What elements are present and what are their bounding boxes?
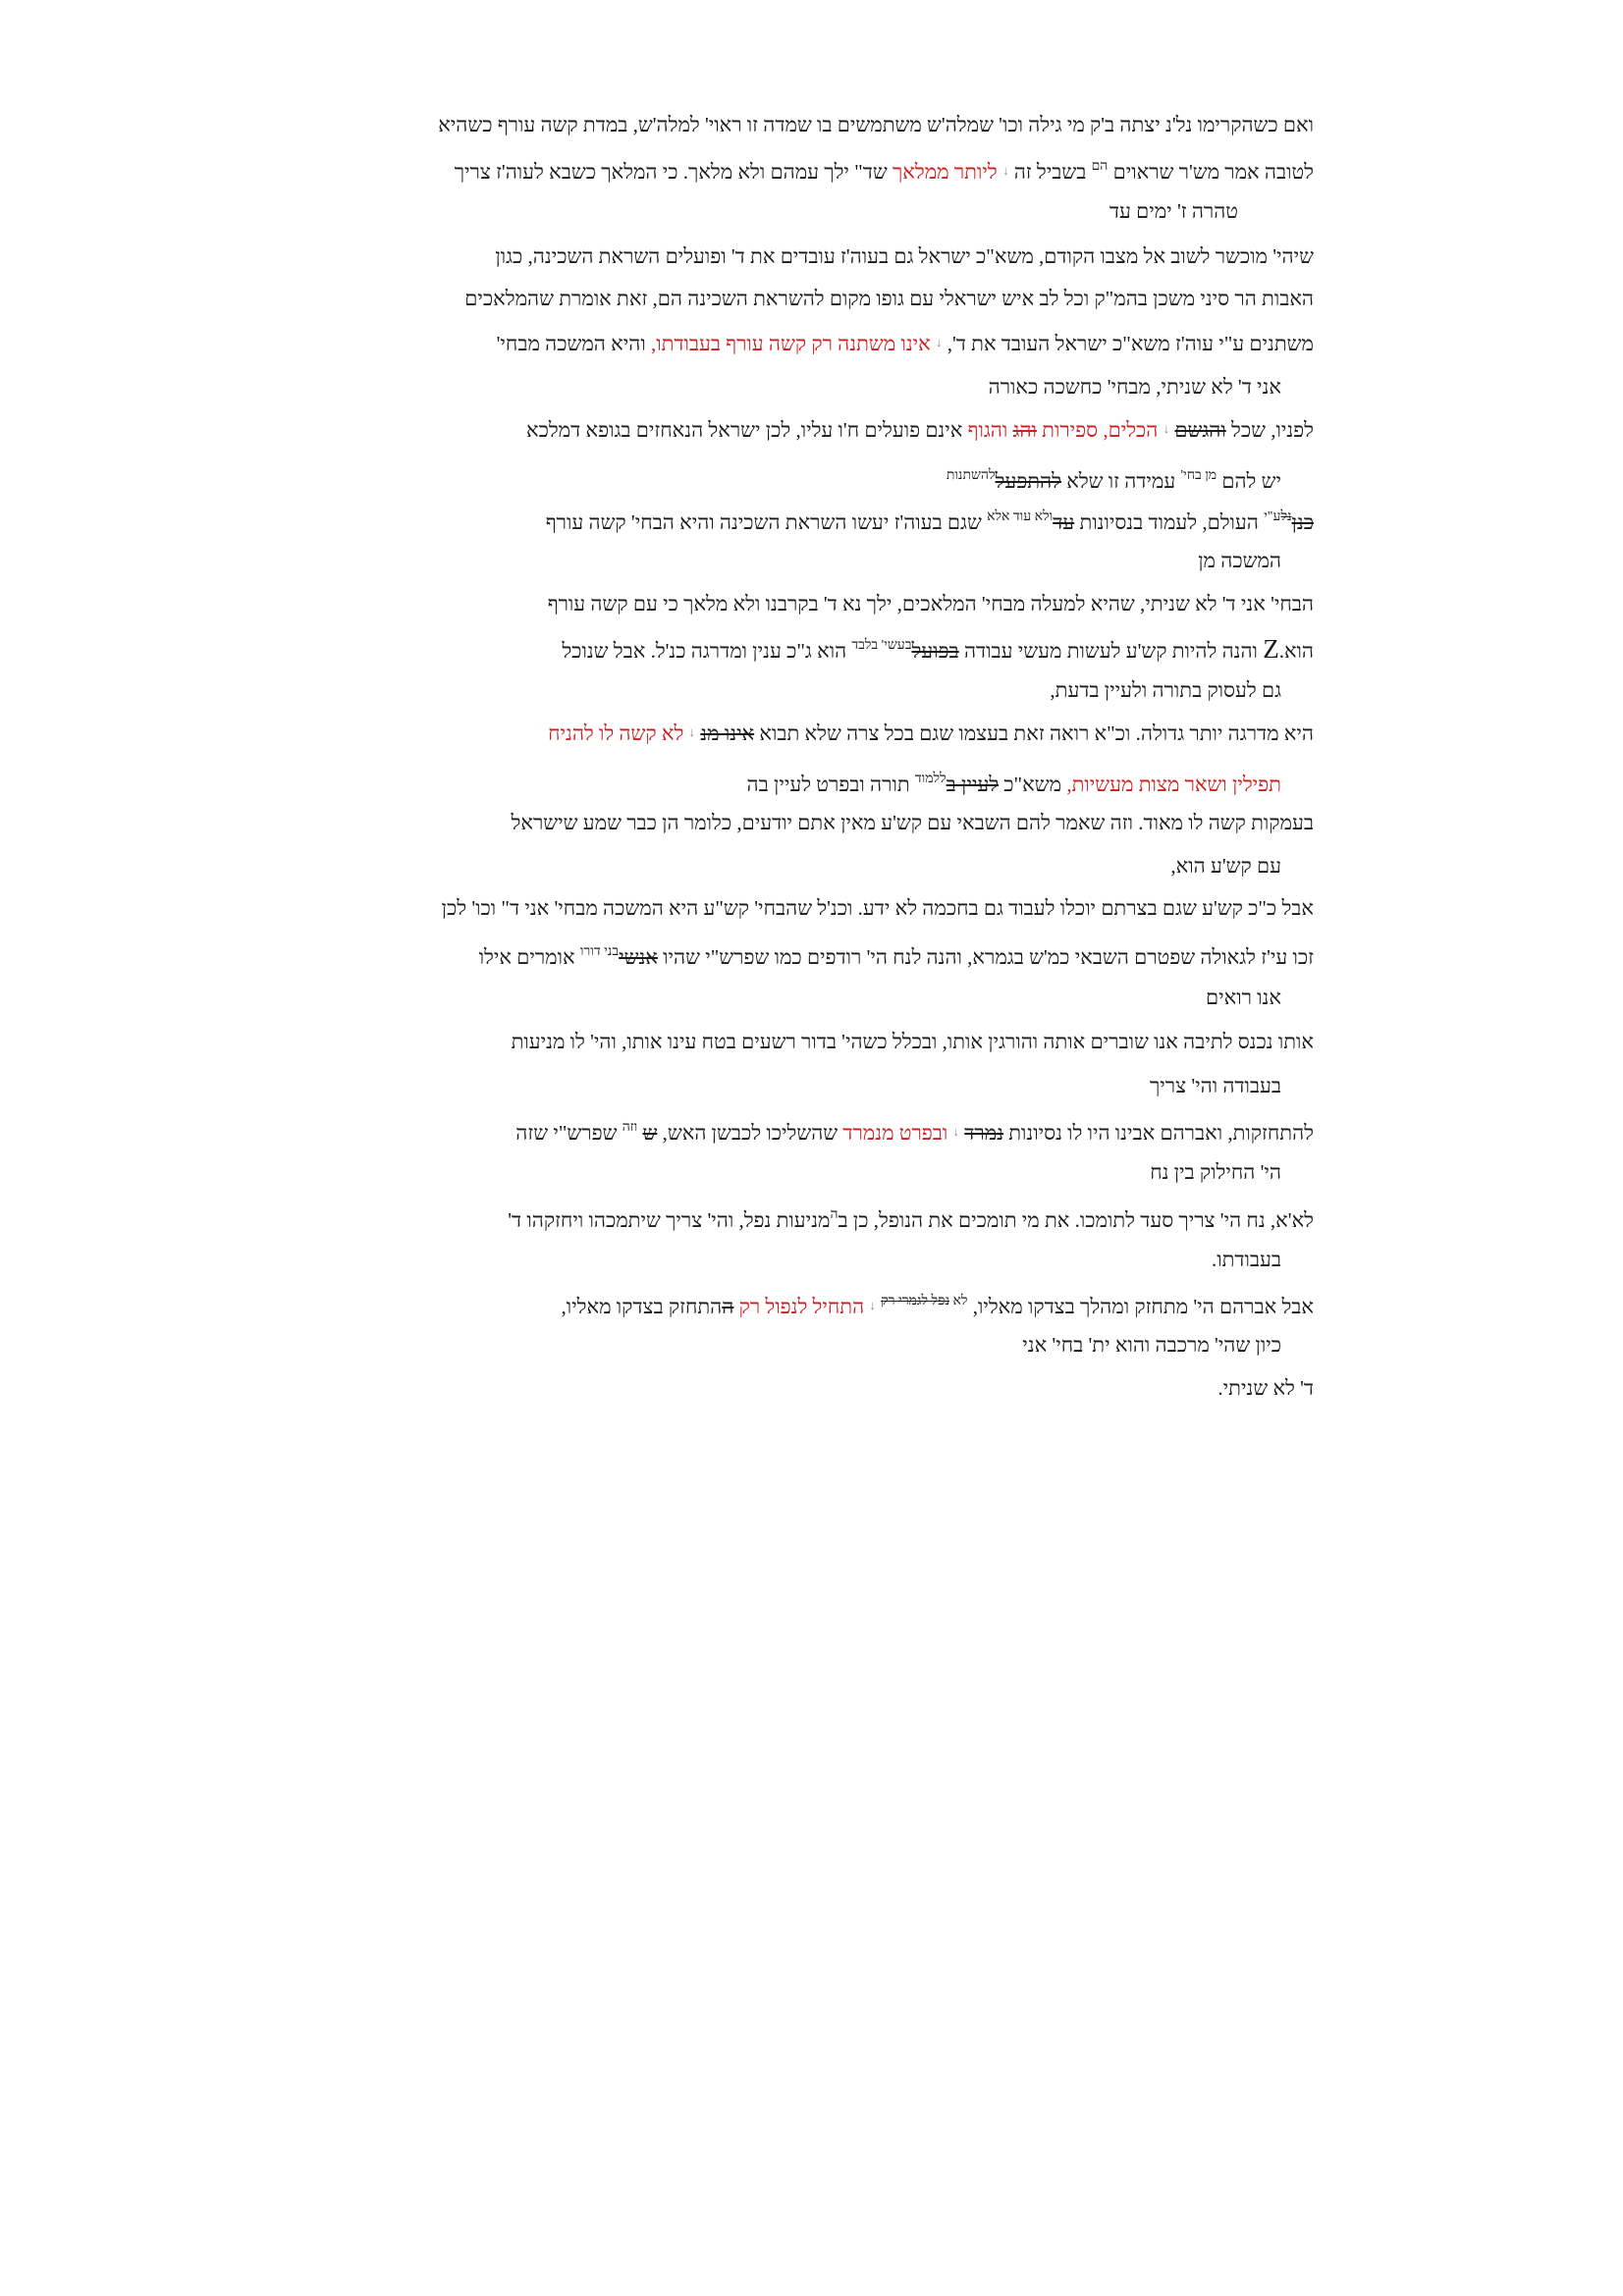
inserted-text: ליותר ממלאך [892, 160, 998, 184]
text-segment: המשכה מן [1198, 549, 1281, 572]
text-segment: שגם בעוה'ז יעשו השראת השכינה והיא הבחי' קשה עורף [545, 510, 982, 534]
superscript-insertion: וזה [622, 1120, 638, 1135]
deleted-text: בפועל [911, 639, 959, 663]
text-segment: אבל כ"כ קש'ע שגם בצרתם יוכלו לעבוד גם בחכמה לא ידע. וכנ'ל שהבחי' קש"ע היא המשכה מבחי' אני ד" וכו' לכן [441, 896, 1314, 920]
text-line [989, 372, 1281, 401]
text-segment: בעבודה והי' צריך [1149, 1074, 1281, 1097]
text-segment: משתנים ע"י עוה'ז משא"כ ישראל העובד את ד', [947, 332, 1314, 355]
text-line [526, 414, 1314, 445]
text-segment: הבחי' אני ד' לא שניתי, שהיא למעלה מבחי' המלאכים, ילך נא ד' בקרבנו ולא מלאך כי עם קשה עורף [547, 592, 1314, 615]
text-segment: שהשליכו לכבשן האש, [662, 1121, 839, 1145]
superscript-insertion: בני דורו [579, 944, 620, 959]
text-segment: עמידה זו שלא [1066, 469, 1176, 493]
text-segment: יש להם [1221, 469, 1281, 493]
text-segment: אני ד' לא שניתי, מבחי' כחשכה כאורה [988, 375, 1281, 399]
text-segment: לטובה אמר מש'ר שראוים [1112, 160, 1314, 184]
text-segment: והנה להיות קש'ע לעשות מעשי עבודה [963, 639, 1258, 663]
insertion-arrow-icon: ↓ [952, 1124, 960, 1139]
deleted-text: נפל לגמרי רק [881, 1294, 949, 1308]
text-line [947, 461, 1281, 496]
text-line [438, 110, 1314, 139]
deleted-text: אינו מנ [700, 721, 755, 745]
deleted-text: עד [1053, 510, 1075, 534]
text-segment: אבל אברהם הי' מתחזק ומהלך בצדקו מאליו, [972, 1295, 1314, 1318]
superscript-insertion: הם [1091, 159, 1109, 174]
deleted-text: אנשי [619, 945, 658, 969]
text-line [1150, 1157, 1281, 1187]
text-segment: לא'א, נח הי' צריך סעד לתומכו. את מי תומכים את הנופל, כן ב [838, 1208, 1314, 1232]
text-segment: האבות הר סיני משכן בהמ"ק וכל לב איש ישראלי עם גופו מקום להשראת השכינה הם, זאת אומרת שהמלאכים [464, 287, 1314, 310]
text-line [508, 1201, 1314, 1235]
text-segment: לא [952, 1294, 968, 1308]
text-segment: עם קש'ע הוא, [1170, 854, 1281, 878]
text-segment: אנו רואים [1206, 986, 1281, 1009]
text-segment: ע"י [1264, 509, 1281, 524]
text-line [548, 589, 1314, 618]
text-segment: תורה ובפרט לעיין בה [746, 773, 910, 796]
text-line [548, 718, 1314, 748]
inserted-text: לא קשה לו להניח [548, 721, 684, 745]
text-segment: אינם פועלים ח'ו עליו, לכן ישראל הנאחזים בגופא דמלכא [525, 418, 963, 442]
superscript-insertion: להשתנות [946, 468, 996, 483]
text-segment: היא מדרגה יותר גדולה. וכ"א רואה זאת בעצמו שגם בכל צרה שלא תבוא [759, 721, 1314, 745]
text-segment: גם לעסוק בתורה ולעיין בדעת, [1050, 678, 1281, 702]
insertion-arrow-icon: ↓ [1163, 421, 1170, 436]
text-line [442, 893, 1314, 923]
text-line [1022, 1330, 1281, 1360]
text-segment: והיא המשכה מבחי' [496, 332, 646, 355]
deleted-text: כנן [1291, 510, 1314, 534]
text-line [497, 328, 1314, 358]
deleted-text: להתפעל [995, 469, 1061, 493]
text-segment: בעבודתו. [1211, 1248, 1281, 1271]
deleted-text: ה [722, 1295, 734, 1318]
text-line [747, 765, 1281, 799]
text-segment: שד" ילך עמהם ולא מלאך. כי המלאך כשבא לעוה'ז צריך [454, 160, 888, 184]
margin-mark: Z [1263, 634, 1279, 664]
insertion-arrow-icon: ↓ [688, 724, 696, 739]
text-segment: שיהי' מוכשר לשוב אל מצבו הקודם, משא"כ ישראל גם בעוה'ז עובדים את ד' ופועלים השראת השכינה, כגון [495, 244, 1314, 268]
text-segment: לפניו, שכל [1231, 418, 1314, 442]
insertion-arrow-icon: ↓ [869, 1298, 876, 1312]
superscript-insertion: ה [830, 1207, 839, 1222]
text-segment: הוא ג"כ ענין ומדרגה כנ'ל. אבל שנוכל [562, 639, 847, 663]
deleted-text: והג [1012, 418, 1037, 442]
superscript-insertion: בעשי' בלבד [851, 638, 912, 653]
text-line [455, 152, 1314, 187]
text-segment: הי' החילוק בין נח [1150, 1160, 1281, 1184]
text-segment: משא"כ [1003, 773, 1062, 796]
text-line [1109, 196, 1238, 226]
text-line [495, 241, 1314, 271]
text-segment: אותו נכנס לתיבה אנו שוברים אותה והורגין אותו, ובכלל כשהי' בדור רשעים בטח עינו אותו, והי' לו מניעות [511, 1030, 1314, 1053]
inserted-text: התחיל לנפול רק [738, 1295, 865, 1318]
deleted-text: והגשם [1174, 418, 1226, 442]
text-segment: ד' לא שניתי. [1217, 1376, 1314, 1400]
text-line [562, 631, 1314, 666]
inserted-text: והגוף [967, 418, 1008, 442]
text-segment: בעמקות קשה לו מאוד. וזה שאמר להם השבאי עם קש'ע מאין אתם יודעים, כלומר הן כבר שמע שישראל [511, 811, 1314, 834]
text-line [1198, 546, 1281, 575]
superscript-insertion [1264, 509, 1291, 524]
insertion-arrow-icon: ↓ [936, 335, 943, 349]
superscript-insertion [881, 1294, 967, 1308]
text-segment: שפרש"י שזה [515, 1121, 618, 1145]
superscript-insertion: מן בחי' [1180, 468, 1217, 483]
insertion-arrow-icon: ↓ [1001, 163, 1009, 178]
text-line [479, 937, 1314, 972]
text-line [1206, 983, 1281, 1012]
text-segment: טהרה ז' ימים עד [1109, 199, 1238, 223]
text-segment: זכו עי'ז לגאולה שפטרם השבאי כמ'ש בגמרא, והנה לנח הי' רודפים כמו שפרש"י שהיו [663, 945, 1314, 969]
text-line [1050, 675, 1281, 705]
text-line [1217, 1373, 1314, 1403]
deleted-text: נל [1280, 509, 1292, 524]
deleted-text: נמרד [964, 1121, 1003, 1145]
text-line [1212, 1245, 1281, 1274]
inserted-text: הכלים, ספירות [1042, 418, 1159, 442]
text-segment: ואם כשהקרימו נל'נ יצתה ב'ק מי גילה וכו' שמלה'ש משתמשים בו שמדה זו ראוי' למלה'ש, במדת קשה עורף כשהיא [438, 113, 1314, 136]
superscript-insertion: ללמוד [914, 772, 947, 786]
text-line [464, 284, 1314, 313]
inserted-text: ובפרט מנמרד [842, 1121, 948, 1145]
text-line [512, 1027, 1314, 1056]
text-segment: התחזק בצדקו מאליו, [561, 1295, 723, 1318]
text-segment: מניעות נפל, והי' צריך שיתמכהו ויחזקהו ד' [508, 1208, 831, 1232]
text-segment: כיון שהי' מרכבה והוא ית' בחי' אני [1022, 1333, 1281, 1357]
inserted-text: אינו משתנה רק קשה עורף בעבודתו, [650, 332, 931, 355]
text-segment: העולם, לעמוד בנסיונות [1079, 510, 1259, 534]
deleted-text: לעיין ב [946, 773, 1000, 796]
text-line [1150, 1071, 1281, 1100]
text-segment: להתחזקות, ואברהם אבינו היו לו נסיונות [1008, 1121, 1314, 1145]
text-line [515, 1113, 1314, 1148]
text-line [512, 808, 1314, 837]
text-segment: אומרים אילו [478, 945, 575, 969]
text-segment: הוא. [1278, 639, 1314, 663]
text-segment: בשביל זה [1013, 160, 1087, 184]
text-line [562, 1287, 1314, 1321]
text-line [546, 503, 1314, 537]
deleted-text: ש [642, 1121, 658, 1145]
text-line [1170, 851, 1281, 881]
inserted-text: תפילין ושאר מצות מעשיות, [1066, 773, 1281, 796]
superscript-insertion: ולא עוד אלא [987, 509, 1054, 524]
